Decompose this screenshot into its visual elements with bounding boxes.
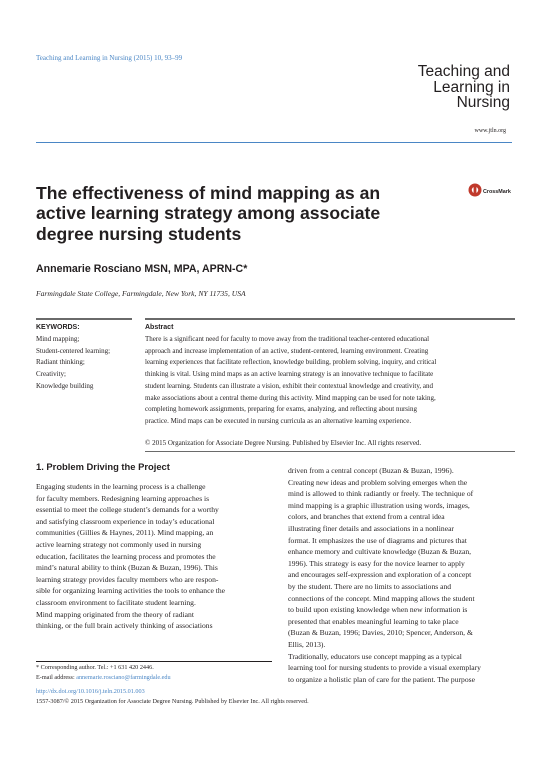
abstract-copyright: © 2015 Organization for Associate Degree Nursing. Published by Elsevier Inc. All rights reserved. xyxy=(145,439,422,447)
header-rule xyxy=(36,142,512,143)
keyword-item: Creativity; xyxy=(36,370,66,379)
keywords-heading: KEYWORDS: xyxy=(36,324,80,331)
keywords-rule xyxy=(36,318,132,320)
keyword-item: Mind mapping; xyxy=(36,335,80,343)
crossmark-icon[interactable] xyxy=(468,182,516,198)
abstract-bottom-rule xyxy=(145,451,515,452)
author-name: Annemarie Rosciano MSN, MPA, APRN-C* xyxy=(36,263,248,275)
abstract-heading: Abstract xyxy=(145,324,174,331)
article-title: The effectiveness of mind mapping as an active learning strategy among associate degree nursing students xyxy=(36,183,381,244)
masthead-line-3: Nursing xyxy=(456,94,510,111)
footnote-email-label: E-mail address: xyxy=(36,674,77,682)
body-text-left-column: Engaging students in the learning process is a challenge for faculty members. Redesigning learning approaches is essential to meet the college student’s demands for a worthy and satisfying classroom experience in today’s educational communities (Gillies & Haynes, 2011). Mind mapping, an active learning strategy not commonly used in nursing education, facilitates the learning process and promotes the mind’s natural ability to think (Buzan & Buzan, 1996). This learning strategy provides faculty members who are respon- sible for organizing learning activities the tools to enhance the classroom environment to facilitate student learning. Mind mapping originated from the theory of radiant thinking, or the full brain actively thinking of associations xyxy=(36,482,226,631)
masthead-line-1: Teaching and xyxy=(417,63,510,80)
issn-copyright: 1557-3087/© 2015 Organization for Associate Degree Nursing. Published by Elsevier Inc. All rights reserved. xyxy=(36,698,309,705)
journal-url[interactable]: www.jtln.org xyxy=(474,128,506,134)
keywords-list xyxy=(36,334,110,393)
journal-masthead xyxy=(418,64,510,111)
keyword-item: Student-centered learning; xyxy=(36,346,111,355)
footnote xyxy=(36,663,171,683)
footnote-email-link[interactable]: annemarie.rosciano@farmingdale.edu xyxy=(76,674,171,682)
doi-link[interactable]: http://dx.doi.org/10.1016/j.teln.2015.01.003 xyxy=(36,688,145,695)
abstract-rule xyxy=(145,318,515,320)
footnote-corresponding-author: * Corresponding author. Tel.: +1 631 420 2446. xyxy=(36,664,154,671)
keyword-item: Radiant thinking; xyxy=(36,358,85,367)
body-text-right-column: driven from a central concept (Buzan & Buzan, 1996). Creating new ideas and problem solving emerges when the mind is allowed to think radiantly or freely. The technique of mind mapping is a graphic illustration using words, images, colors, and branches that extend from a central idea illustrating finer details and associations in a nonlinear format. It emphasizes the use of diagrams and pictures that enhance memory and cultivate knowledge (Buzan & Buzan, 1996). This strategy is easy for the novice learner to apply and encourages self-expression and exploration of a concept by the student. There are no limits to associations and connections of the concept. Mind mapping allows the student to build upon existing knowledge when new information is presented that enables meaningful learning to take place (Buzan & Buzan, 1996; Davies, 2010; Spencer, Anderson, & Ellis, 2013). Traditionally, educators use concept mapping as a typical learning tool for nursing students to provide a visual exemplary to organize a holistic plan of care for the patient. The purpose xyxy=(288,466,481,684)
keyword-item: Knowledge building xyxy=(36,381,94,390)
section-heading: 1. Problem Driving the Project xyxy=(36,461,170,472)
journal-reference[interactable]: Teaching and Learning in Nursing (2015) 10, 93–99 xyxy=(36,54,183,62)
author-affiliation: Farmingdale State College, Farmingdale, New York, NY 11735, USA xyxy=(36,289,246,298)
abstract-text: There is a significant need for faculty to move away from the traditional teacher-centered educational approach and increase implementation of an active, student-centered, learning environment. Creating learning experiences that facilitate reflection, knowledge building, problem solving, inquiry, and critical thinking is vital. Using mind maps as an active learning strategy is an innovative technique to facilitate student learning. Students can illustrate a vision, exhibit their contextual knowledge and creativity, and make associations about a central theme during this activity. Mind mapping can be used for note taking, completing homework assignments, preparing for exams, analyzing, and reflecting about nursing practice. Mind maps can be executed in nursing curricula as an alternative learning experience. xyxy=(145,335,437,425)
footnote-rule xyxy=(36,661,272,662)
crossmark-label: CrossMark xyxy=(483,189,511,195)
masthead-line-2: Learning in xyxy=(433,78,510,96)
